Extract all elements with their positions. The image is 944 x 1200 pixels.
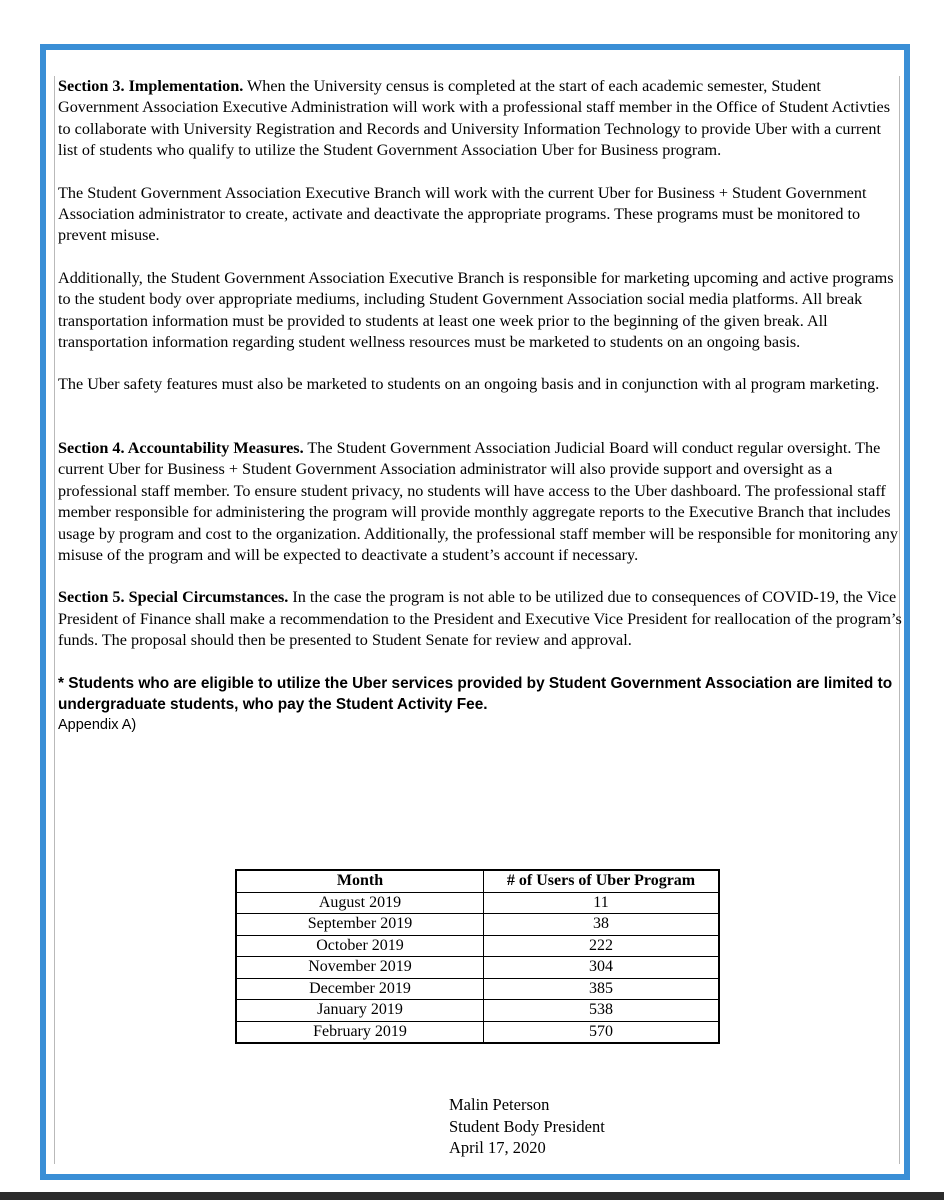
document-body: [58, 76, 903, 735]
section-3-paragraph-2: The Student Government Association Executive Branch will work with the current Uber for Business + Student Government Association administrator to create, activate and deactivate the appropriate programs. These programs must be monitored to prevent misuse.: [58, 183, 867, 245]
section-3-paragraph-3: Additionally, the Student Government Association Executive Branch is responsible for marketing upcoming and active programs to the student body over appropriate mediums, including Student Government Association social media platforms. All break transportation information must be provided to students at least one week prior to the beginning of the given break. All transportation information regarding student wellness resources must be marketed to students on an ongoing basis.: [58, 268, 894, 352]
cell-users: 38: [484, 914, 720, 936]
table-row: [236, 914, 719, 936]
section-4-heading: Section 4. Accountability Measures.: [58, 438, 304, 457]
cell-month: February 2019: [236, 1021, 484, 1043]
section-3-paragraph-4: The Uber safety features must also be marketed to students on an ongoing basis and in conjunction with al program marketing.: [58, 375, 880, 394]
section-5-text: In the case the program is not able to be utilized due to consequences of COVID-19, the Vice President of Finance shall make a recommendation to the President and Executive Vice President for reallocation of the program’s funds. The proposal should then be presented to Student Senate for review and approval.: [58, 588, 902, 650]
header-users: # of Users of Uber Program: [484, 870, 720, 892]
table-row: [236, 892, 719, 914]
table-row: [236, 957, 719, 979]
header-month: Month: [236, 870, 484, 892]
cell-users: 11: [484, 892, 720, 914]
table-row: [236, 978, 719, 1000]
section-3-text: When the University census is completed at the start of each academic semester, Student Government Association Executive Administration will work with a professional staff member in the Office of Student Activties to collaborate with University Registration and Records and University Information Technology to provide Uber with a current list of students who qualify to utilize the Student Government Association Uber for Business program.: [58, 77, 890, 160]
signature-block: [449, 1094, 605, 1159]
cell-users: 385: [484, 978, 720, 1000]
cell-users: 222: [484, 935, 720, 957]
table-row: [236, 935, 719, 957]
section-4-text: The Student Government Association Judicial Board will conduct regular oversight. The current Uber for Business + Student Government Association administrator will also provide support and oversight as a professional staff member. To ensure student privacy, no students will have access to the Uber dashboard. The professional staff member responsible for administering the program will provide monthly aggregate reports to the Executive Branch that includes usage by program and cost to the organization. Additionally, the professional staff member will be responsible for monitoring any misuse of the program and will be expected to deactivate a student’s account if necessary.: [58, 438, 898, 564]
section-3-paragraph: [58, 76, 903, 162]
table-header-row: [236, 870, 719, 892]
section-5-paragraph: [58, 587, 903, 651]
signature-date: April 17, 2020: [449, 1138, 546, 1157]
cell-users: 304: [484, 957, 720, 979]
section-4-paragraph: [58, 438, 903, 566]
cell-users: 538: [484, 1000, 720, 1022]
table-row: [236, 1021, 719, 1043]
cell-month: November 2019: [236, 957, 484, 979]
signer-name: Malin Peterson: [449, 1095, 550, 1114]
cell-month: October 2019: [236, 935, 484, 957]
cell-month: September 2019: [236, 914, 484, 936]
appendix-label: Appendix A): [58, 717, 137, 734]
cell-month: December 2019: [236, 978, 484, 1000]
uber-users-table: [235, 869, 720, 1044]
bottom-bar: [0, 1192, 944, 1200]
signer-title: Student Body President: [449, 1116, 605, 1136]
section-3-heading: Section 3. Implementation.: [58, 77, 244, 95]
cell-month: January 2019: [236, 1000, 484, 1022]
table-row: [236, 1000, 719, 1022]
cell-users: 570: [484, 1021, 720, 1043]
section-5-heading: Section 5. Special Circumstances.: [58, 588, 289, 607]
cell-month: August 2019: [236, 892, 484, 914]
eligibility-notice: * Students who are eligible to utilize the Uber services provided by Student Government Association are limited to undergraduate students, who pay the Student Activity Fee.: [58, 674, 893, 713]
